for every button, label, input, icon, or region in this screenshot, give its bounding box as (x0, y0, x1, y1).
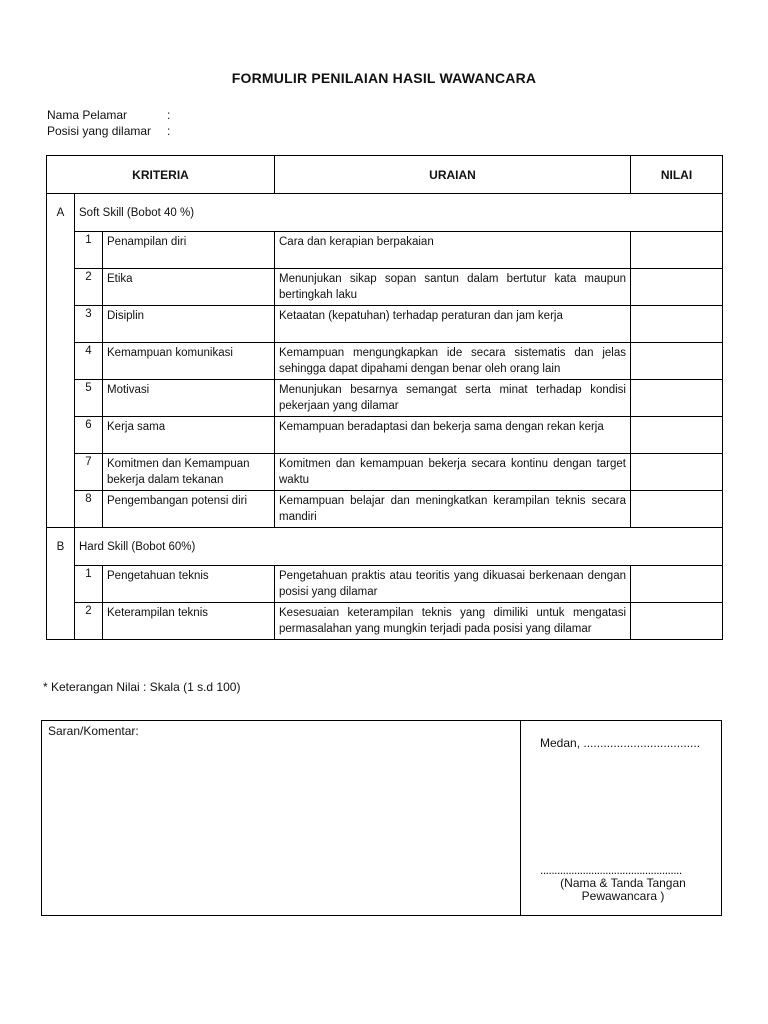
header-description: URAIAN (275, 156, 631, 194)
item-score-cell (631, 417, 723, 454)
item-score-cell (631, 306, 723, 343)
item-score-cell (631, 232, 723, 269)
table-row (47, 232, 723, 269)
item-score-cell (631, 566, 723, 603)
item-score-cell (631, 343, 723, 380)
table-body (47, 194, 723, 640)
item-score-cell (631, 269, 723, 306)
box-divider (520, 721, 521, 915)
comment-label: Saran/Komentar: (48, 724, 139, 738)
header-score: NILAI (631, 156, 723, 194)
section-spacer-cell (47, 306, 75, 343)
signature-caption (538, 877, 708, 903)
table-row (47, 566, 723, 603)
field-applicant-name (47, 108, 177, 122)
item-criteria: Motivasi (103, 380, 275, 417)
item-number: 3 (75, 306, 103, 343)
section-spacer-cell (47, 491, 75, 528)
item-description: Kemampuan mengungkapkan ide secara sistematis dan jelas sehingga dapat dipahami dengan benar oleh orang lain (275, 343, 631, 380)
field-position-applied (47, 124, 177, 138)
section-spacer-cell (47, 343, 75, 380)
item-description: Cara dan kerapian berpakaian (275, 232, 631, 269)
item-criteria: Penampilan diri (103, 232, 275, 269)
section-title: Soft Skill (Bobot 40 %) (75, 194, 723, 232)
table-row (47, 491, 723, 528)
item-description: Pengetahuan praktis atau teoritis yang dikuasai berkenaan dengan posisi yang dilamar (275, 566, 631, 603)
score-note: * Keterangan Nilai : Skala (1 s.d 100) (43, 680, 241, 694)
item-number: 8 (75, 491, 103, 528)
section-letter: A (47, 194, 75, 232)
item-criteria: Keterampilan teknis (103, 603, 275, 640)
item-description: Menunjukan sikap sopan santun dalam bertutur kata maupun bertingkah laku (275, 269, 631, 306)
item-number: 2 (75, 269, 103, 306)
field-label: Nama Pelamar (47, 108, 128, 122)
item-criteria: Kemampuan komunikasi (103, 343, 275, 380)
table-row (47, 417, 723, 454)
section-row (47, 194, 723, 232)
section-spacer-cell (47, 417, 75, 454)
table-row (47, 269, 723, 306)
table-row (47, 454, 723, 491)
signature-caption-line: Pewawancara ) (581, 889, 665, 903)
item-criteria: Pengetahuan teknis (103, 566, 275, 603)
section-spacer-cell (47, 269, 75, 306)
signature-caption-line: (Nama & Tanda Tangan (560, 876, 686, 890)
item-description: Komitmen dan kemampuan bekerja secara kontinu dengan target waktu (275, 454, 631, 491)
item-number: 4 (75, 343, 103, 380)
section-spacer-cell (47, 454, 75, 491)
table-row (47, 380, 723, 417)
item-criteria: Kerja sama (103, 417, 275, 454)
item-criteria: Pengembangan potensi diri (103, 491, 275, 528)
item-number: 1 (75, 232, 103, 269)
assessment-table (46, 155, 723, 640)
section-row (47, 528, 723, 566)
city-date-line: Medan, ................................... (540, 736, 701, 750)
section-spacer-cell (47, 566, 75, 603)
item-score-cell (631, 491, 723, 528)
item-number: 1 (75, 566, 103, 603)
section-letter: B (47, 528, 75, 566)
item-number: 2 (75, 603, 103, 640)
item-description: Kesesuaian keterampilan teknis yang dimiliki untuk mengatasi permasalahan yang mungkin terjadi pada posisi yang dilamar (275, 603, 631, 640)
item-description: Kemampuan belajar dan meningkatkan kerampilan teknis secara mandiri (275, 491, 631, 528)
item-number: 5 (75, 380, 103, 417)
item-number: 7 (75, 454, 103, 491)
table-row (47, 343, 723, 380)
section-spacer-cell (47, 380, 75, 417)
item-criteria: Komitmen dan Kemampuan bekerja dalam tekanan (103, 454, 275, 491)
header-criteria: KRITERIA (47, 156, 275, 194)
section-spacer-cell (47, 603, 75, 640)
table-header-row (47, 156, 723, 194)
item-description: Kemampuan beradaptasi dan bekerja sama dengan rekan kerja (275, 417, 631, 454)
section-title: Hard Skill (Bobot 60%) (75, 528, 723, 566)
item-criteria: Etika (103, 269, 275, 306)
item-criteria: Disiplin (103, 306, 275, 343)
table-row (47, 306, 723, 343)
item-description: Menunjukan besarnya semangat serta minat terhadap kondisi pekerjaan yang dilamar (275, 380, 631, 417)
item-score-cell (631, 603, 723, 640)
table-row (47, 603, 723, 640)
comment-signature-box (41, 720, 722, 916)
item-score-cell (631, 380, 723, 417)
form-title: FORMULIR PENILAIAN HASIL WAWANCARA (231, 70, 537, 86)
section-spacer-cell (47, 232, 75, 269)
field-colon: : (167, 124, 171, 138)
item-description: Ketaatan (kepatuhan) terhadap peraturan dan jam kerja (275, 306, 631, 343)
field-colon: : (167, 108, 171, 122)
signature-line: .................................................. (540, 863, 682, 877)
item-number: 6 (75, 417, 103, 454)
item-score-cell (631, 454, 723, 491)
field-label: Posisi yang dilamar (47, 124, 152, 138)
